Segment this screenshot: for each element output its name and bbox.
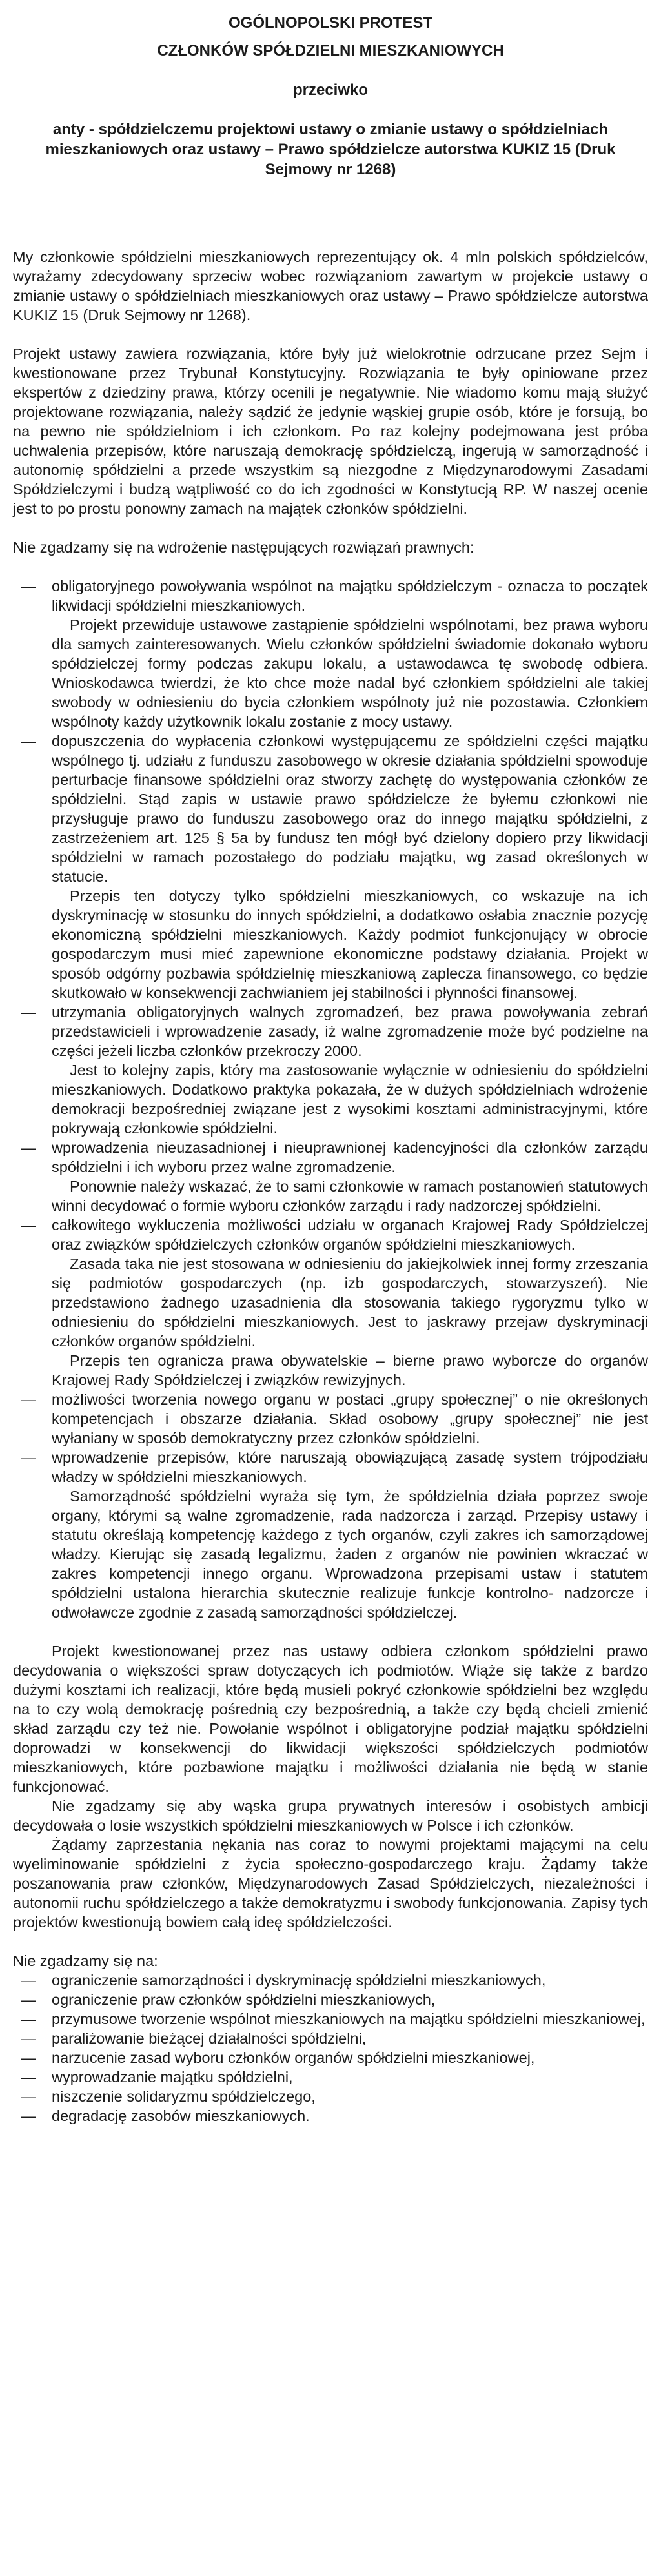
list-item xyxy=(13,576,648,731)
dash-bullet: — xyxy=(21,578,36,594)
dash-bullet: — xyxy=(21,2069,36,2085)
list-item-text: obligatoryjnego powoływania wspólnot na majątku spółdzielczym - oznacza to początek likwidacji spółdzielni mieszkaniowych. xyxy=(52,578,648,614)
final-list-item-text: ograniczenie praw członków spółdzielni mieszkaniowych, xyxy=(52,1991,436,2008)
dash-bullet: — xyxy=(21,2107,36,2124)
list-item xyxy=(13,1215,648,1390)
list-item-text: możliwości tworzenia nowego organu w postaci „grupy społecznej” o nie określonych kompetencjach i obszarze działania. Skład osobowy „grupy społecznej” nie jest wyłaniany w sposób demokratyczny przez członków spółdzielni. xyxy=(52,1391,648,1446)
dash-bullet: — xyxy=(21,1449,36,1466)
final-list-item xyxy=(13,1990,648,2009)
dash-bullet: — xyxy=(21,733,36,749)
dash-bullet: — xyxy=(21,1217,36,1233)
list-item-explanation: Zasada taka nie jest stosowana w odniesieniu do jakiejkolwiek innej formy zrzeszania się podmiotów gospodarczych (np. izb gospodarczych, stowarzyszeń). Nie przedstawiono żadnego uzasadnienia dla stosowania takiego rygoryzmu tylko w odniesieniu do spółdzielni mieszkaniowych. Jest to jaskrawy przejaw dyskryminacji członków organów spółdzielni. xyxy=(52,1255,648,1350)
final-list-item-text: wyprowadzanie majątku spółdzielni, xyxy=(52,2069,293,2085)
list-item-text: wprowadzenia nieuzasadnionej i nieuprawnionej kadencyjności dla członków zarządu spółdzielni i ich wyboru przez walne zgromadzenie. xyxy=(52,1139,648,1175)
closing-paragraph-3: Żądamy zaprzestania nękania nas coraz to nowymi projektami mającymi na celu wyeliminowanie spółdzielni z życia społeczno-gospodarczego kraju. Żądamy także poszanowania praw członków, Międzynarodowych Zasad Spółdzielczych, niezależności i autonomii ruchu spółdzielczego a także demokratyzmu i swobody funkcjonowania. Zapisy tych projektów kwestionują bowiem całą ideę spółdzielczości. xyxy=(13,1836,648,1931)
final-list-item xyxy=(13,2048,648,2067)
dash-bullet: — xyxy=(21,2030,36,2047)
dash-bullet: — xyxy=(21,1004,36,1020)
final-list-item-text: narzucenie zasad wyboru członków organów spółdzielni mieszkaniowej, xyxy=(52,2049,535,2066)
list-item-text: utrzymania obligatoryjnych walnych zgromadzeń, bez prawa powoływania zebrań przedstawicieli i wprowadzenie zasady, iż walne zgromadzenie może być podzielne na części jeżeli liczba członków przekroczy 2000. xyxy=(52,1004,648,1059)
final-list-item-text: przymusowe tworzenie wspólnot mieszkaniowych na majątku spółdzielni mieszkaniowej, xyxy=(52,2011,646,2027)
closing-paragraph-2: Nie zgadzamy się aby wąska grupa prywatnych interesów i osobistych ambicji decydowała o losie wszystkich spółdzielni mieszkaniowych w Polsce i ich członków. xyxy=(13,1798,648,1834)
final-list-item xyxy=(13,2067,648,2087)
list-item-explanation: Ponownie należy wskazać, że to sami członkowie w ramach postanowień statutowych winni decydować o formie wyboru członków zarządu i rady nadzorczej spółdzielni. xyxy=(52,1178,648,1214)
dash-bullet: — xyxy=(21,1991,36,2008)
list-item-explanation: Jest to kolejny zapis, który ma zastosowanie wyłącznie w odniesieniu do spółdzielni mieszkaniowych. Dodatkowo praktyka pokazała, że w dużych spółdzielniach wdrożenie demokracji bezpośredniej związane jest z wysokimi kosztami administracyjnymi, które pokrywają członkowie spółdzielni. xyxy=(52,1062,648,1137)
objections-list xyxy=(13,576,648,1622)
list-item xyxy=(13,1138,648,1215)
list-item xyxy=(13,731,648,1002)
list-item-text: dopuszczenia do wypłacenia członkowi występującemu ze spółdzielni części majątku wspólnego tj. udziału z funduszu zasobowego w okresie działania spółdzielni spowoduje perturbacje finansowe spółdzielni oraz stworzy zachętę do występowania członków ze spółdzielni. Stąd zapis w ustawie prawo spółdzielcze że byłemu członkowi nie przysługuje prawo do funduszu zasobowego oraz do innego majątku spółdzielni, z zastrzeżeniem art. 125 § 5a by fundusz ten mógł być dzielony dopiero przy likwidacji spółdzielni w ramach pozostałego do podziału majątku, wg zasad określonych w statucie. xyxy=(52,733,648,885)
intro-paragraph-1: My członkowie spółdzielni mieszkaniowych reprezentujący ok. 4 mln polskich spółdzielców, wyrażamy zdecydowany sprzeciw wobec rozwiązaniom zawartym w projekcie ustawy o zmianie ustawy o spółdzielniach mieszkaniowych oraz ustawy – Prawo spółdzielcze autorstwa KUKIZ 15 (Druk Sejmowy nr 1268). xyxy=(13,248,648,323)
document-header xyxy=(13,13,648,179)
dash-bullet: — xyxy=(21,2049,36,2066)
final-list-item xyxy=(13,2087,648,2106)
dash-bullet: — xyxy=(21,2088,36,2105)
header-line-4: anty - spółdzielczemu projektowi ustawy o zmianie ustawy o spółdzielniach mieszkaniowych oraz ustawy – Prawo spółdzielcze autorstwa KUKIZ 15 (Druk Sejmowy nr 1268) xyxy=(45,121,616,178)
dash-bullet: — xyxy=(21,1139,36,1156)
final-demands-list xyxy=(13,1971,648,2125)
dash-bullet: — xyxy=(21,1391,36,1408)
final-list-item-text: paraliżowanie bieżącej działalności spółdzielni, xyxy=(52,2030,367,2047)
final-list-item xyxy=(13,1971,648,1990)
final-list-item-text: degradację zasobów mieszkaniowych. xyxy=(52,2107,310,2124)
list-item-explanation: Przepis ten dotyczy tylko spółdzielni mieszkaniowych, co wskazuje na ich dyskryminację w stosunku do innych spółdzielni, a dodatkowo osłabia znacznie pozycję ekonomiczną spółdzielni mieszkaniowych. Każdy podmiot funkcjonujący w obrocie gospodarczym musi mieć zapewnione ekonomiczne podstawy działania. Projekt w sposób odgórny pozbawia spółdzielnię mieszkaniową zaplecza finansowego, co będzie skutkowało w konsekwencji zachwianiem jej stabilności i płynności finansowej. xyxy=(52,887,648,1001)
intro-paragraph-2: Projekt ustawy zawiera rozwiązania, które były już wielokrotnie odrzucane przez Sejm i kwestionowane przez Trybunał Konstytucyjny. Rozwiązania te były opiniowane przez ekspertów z dziedziny prawa, którzy ocenili je negatywnie. Nie wiadomo komu mają służyć projektowane rozwiązania, należy sądzić że jedynie wąskiej grupie osób, które je forsują, bo na pewno nie spółdzielniom i ich członkom. Po raz kolejny podejmowana jest próba uchwalenia przepisów, które naruszają demokrację spółdzielczą, ingerują w samorządność i autonomię spółdzielni a przede wszystkim są niezgodne z Międzynarodowymi Zasadami Spółdzielczymi i budzą wątpliwość co do ich zgodności w Konstytucją RP. W naszej ocenie jest to po prostu ponowny zamach na majątek członków spółdzielni. xyxy=(13,345,648,517)
final-list-item-text: niszczenie solidaryzmu spółdzielczego, xyxy=(52,2088,316,2105)
list-item xyxy=(13,1002,648,1138)
final-list-item xyxy=(13,2009,648,2029)
dash-bullet: — xyxy=(21,2011,36,2027)
header-line-2: CZŁONKÓW SPÓŁDZIELNI MIESZKANIOWYCH xyxy=(157,42,504,59)
list-item-explanation: Przepis ten ogranicza prawa obywatelskie – bierne prawo wyborcze do organów Krajowej Rady Spółdzielczej i związków rewizyjnych. xyxy=(52,1352,648,1388)
list-intro: Nie zgadzamy się na wdrożenie następujących rozwiązań prawnych: xyxy=(13,539,474,556)
final-list-item xyxy=(13,2106,648,2125)
list-item-text: wprowadzenie przepisów, które naruszają obowiązującą zasadę system trójpodziału władzy w spółdzielni mieszkaniowych. xyxy=(52,1449,648,1485)
header-line-3: przeciwko xyxy=(292,81,369,99)
list-item-text: całkowitego wykluczenia możliwości udziału w organach Krajowej Rady Spółdzielczej oraz związków spółdzielczych członków organów spółdzielni mieszkaniowych. xyxy=(52,1217,648,1253)
dash-bullet: — xyxy=(21,1972,36,1989)
closing-paragraph-1: Projekt kwestionowanej przez nas ustawy odbiera członkom spółdzielni prawo decydowania o większości spraw dotyczących ich podmiotów. Wiąże się także z bardzo dużymi kosztami ich realizacji, które będą musieli pokryć członkowie spółdzielni bez względu na to czy wolą demokrację pośrednią czy bezpośrednią, a także czy będą chcieli zmienić skład zarządu czy też nie. Powołanie wspólnot i obligatoryjne podział majątku spółdzielni doprowadzi w konsekwencji do likwidacji większości spółdzielczych podmiotów mieszkaniowych, które pozbawione majątku i możliwości działania nie będą w stanie funkcjonować. xyxy=(13,1643,648,1795)
header-line-1: OGÓLNOPOLSKI PROTEST xyxy=(228,14,433,32)
list-item xyxy=(13,1390,648,1448)
list-item xyxy=(13,1448,648,1622)
final-list-item xyxy=(13,2029,648,2048)
list-item-explanation: Projekt przewiduje ustawowe zastąpienie spółdzielni wspólnotami, bez prawa wyboru dla samych zainteresowanych. Wielu członków spółdzielni świadomie dokonało wyboru spółdzielczej formy podczas zakupu lokalu, a ustawodawca tę swobodę odbiera. Wnioskodawca twierdzi, że kto chce może nadal być członkiem spółdzielni ale takiej swobody w odniesieniu do bycia członkiem wspólnoty już nie pozostawia. Członkiem wspólnoty każdy użytkownik lokalu zostanie z mocy ustawy. xyxy=(52,616,648,730)
list-item-explanation: Samorządność spółdzielni wyraża się tym, że spółdzielnia działa poprzez swoje organy, którymi są walne zgromadzenie, rada nadzorcza i zarząd. Przepisy ustawy i statutu określają kompetencję każdego z tych organów, czyli zakres ich samorządowej władzy. Kierując się zasadą legalizmu, żaden z organów nie powinien wkraczać w zakres kompetencji innego organu. Wprowadzona przepisami ustaw i statutem spółdzielni ustalona hierarchia skutecznie realizuje funkcje kontrolno- nadzorcze i odwoławcze zgodnie z zasadą samorządności spółdzielczej. xyxy=(52,1488,648,1621)
final-list-intro: Nie zgadzamy się na: xyxy=(13,1952,158,1969)
final-list-item-text: ograniczenie samorządności i dyskryminację spółdzielni mieszkaniowych, xyxy=(52,1972,546,1989)
